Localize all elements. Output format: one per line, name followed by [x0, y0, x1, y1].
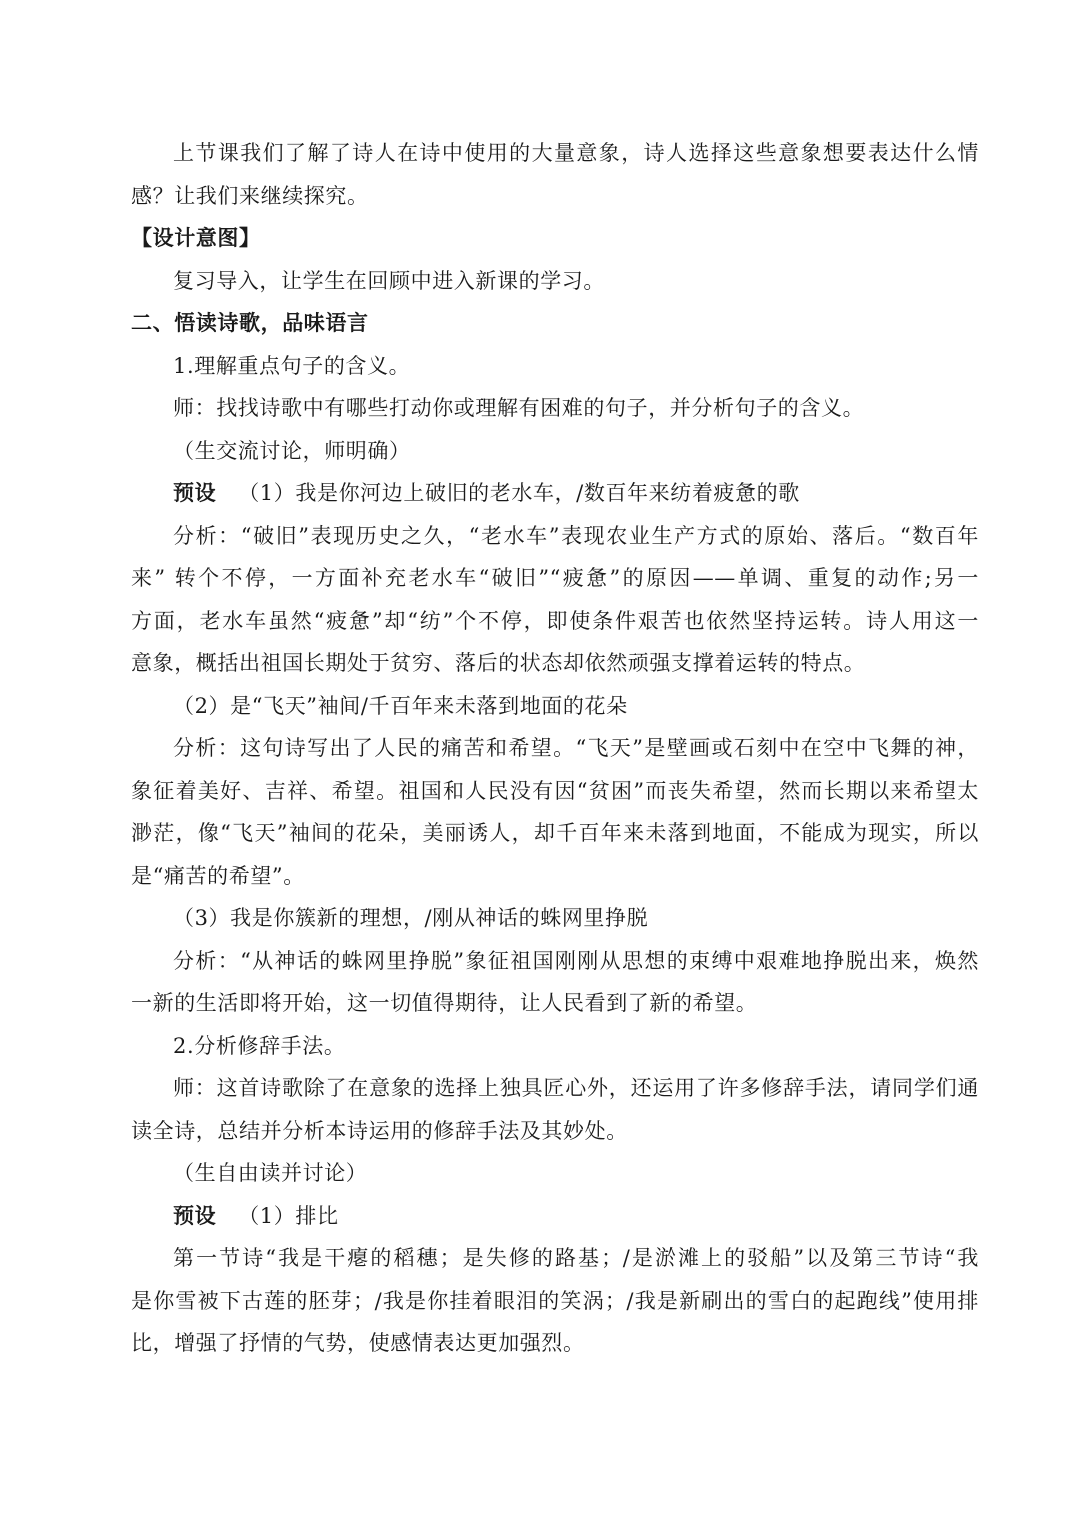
analysis-2-line-3: 渺茫，像“飞天”袖间的花朵，美丽诱人，却千百年来未落到地面，不能成为现实，所以: [131, 821, 979, 845]
analysis-2-line-4: 是“痛苦的希望”。: [131, 863, 305, 888]
quote-3: （3）我是你簇新的理想，/刚从神话的蛛网里挣脱: [173, 906, 649, 930]
analysis-2-line-2: 象征着美好、吉祥、希望。祖国和人民没有因“贫困”而丧失希望，然而长期以来希望太: [131, 778, 979, 803]
student-activity-1: （生交流讨论，师明确）: [173, 438, 411, 463]
analysis-3-line-1: 分析：“从神话的蛛网里挣脱”象征祖国刚刚从思想的束缚中艰难地挣脱出来，焕然: [173, 948, 979, 973]
design-intent-text: 复习导入，让学生在回顾中进入新课的学习。: [173, 268, 605, 293]
teacher-prompt-2-line-1: 师：这首诗歌除了在意象的选择上独具匠心外，还运用了许多修辞手法，请同学们通: [173, 1076, 979, 1100]
intro-paragraph-line-2: 感？让我们来继续探究。: [131, 183, 369, 208]
analysis-3-line-2: 一新的生活即将开始，这一切值得期待，让人民看到了新的希望。: [131, 991, 758, 1015]
quote-2: （2）是“飞天”袖间/千百年来未落到地面的花朵: [173, 693, 628, 718]
parallelism-line-3: 比，增强了抒情的气势，使感情表达更加强烈。: [131, 1331, 585, 1355]
teacher-prompt-1: 师：找找诗歌中有哪些打动你或理解有困难的句子，并分析句子的含义。: [173, 396, 865, 420]
student-activity-2: （生自由读并讨论）: [173, 1161, 368, 1185]
preset-label-2: 预设: [173, 1202, 217, 1228]
analysis-2-line-1: 分析：这句诗写出了人民的痛苦和希望。“飞天”是壁画或石刻中在空中飞舞的神，: [173, 736, 979, 760]
intro-paragraph-line-1: 上节课我们了解了诗人在诗中使用的大量意象，诗人选择这些意象想要表达什么情: [173, 141, 979, 165]
analysis-1-line-4: 意象，概括出祖国长期处于贫穷、落后的状态却依然顽强支撑着运转的特点。: [131, 651, 866, 675]
preset-item-2: （1）排比: [238, 1203, 339, 1228]
parallelism-line-1: 第一节诗“我是干瘪的稻穗；是失修的路基；/是淤滩上的驳船”以及第三节诗“我: [173, 1246, 979, 1270]
section-heading-2: 二、悟读诗歌，品味语言: [131, 310, 369, 335]
subsection-2-title: 2.分析修辞手法。: [173, 1033, 346, 1058]
parallelism-line-2: 是你雪被下古莲的胚芽；/我是你挂着眼泪的笑涡；/我是新刷出的雪白的起跑线”使用排: [131, 1288, 979, 1313]
document-page: [131, 132, 979, 1365]
preset-quote-1: （1）我是你河边上破旧的老水车，/数百年来纺着疲惫的歌: [238, 481, 800, 505]
preset-label-1: 预设: [173, 480, 217, 505]
design-intent-heading: 【设计意图】: [131, 225, 261, 250]
subsection-1-title: 1.理解重点句子的含义。: [173, 353, 411, 378]
analysis-1-line-1: 分析：“破旧”表现历史之久，“老水车”表现农业生产方式的原始、落后。“数百年: [173, 523, 979, 548]
teacher-prompt-2-line-2: 读全诗，总结并分析本诗运用的修辞手法及其妙处。: [131, 1118, 628, 1143]
analysis-1-line-2: 来” 转个不停，一方面补充老水车“破旧”“疲惫”的原因——单调、重复的动作;另一: [131, 566, 979, 590]
analysis-1-line-3: 方面，老水车虽然“疲惫”却“纺”个不停，即使条件艰苦也依然坚持运转。诗人用这一: [131, 608, 979, 633]
preset-1-line: [131, 472, 979, 515]
preset-2-line: [131, 1195, 979, 1238]
